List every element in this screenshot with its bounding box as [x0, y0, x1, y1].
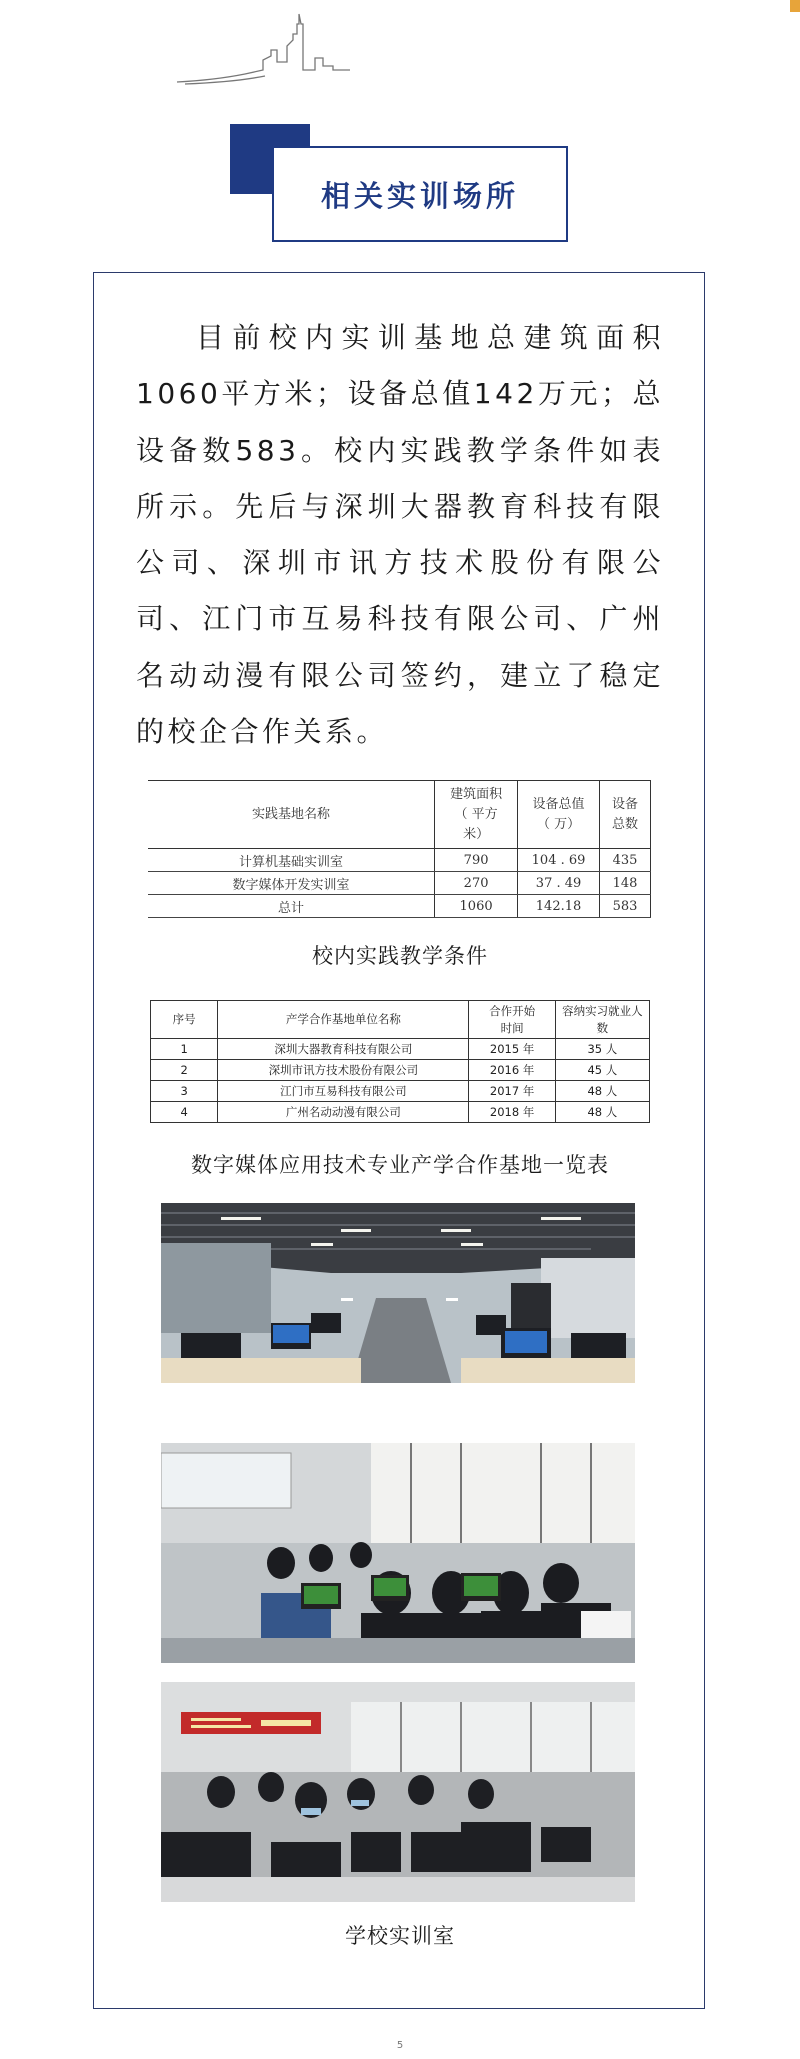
- table-cell: 2: [151, 1060, 218, 1081]
- table-cell: 1060: [435, 895, 518, 918]
- table-cell: 计算机基础实训室: [148, 849, 435, 872]
- table-cell: 142.18: [518, 895, 600, 918]
- table-cell: 总计: [148, 895, 435, 918]
- computer-lab-photo-1: [161, 1203, 635, 1383]
- table-row: [151, 1060, 650, 1081]
- intro-paragraph: 目前校内实训基地总建筑面积1060平方米；设备总值142万元；总设备数583。校内实践教学条件如表所示。先后与深圳大器教育科技有限公司、深圳市讯方技术股份有限公司、江门市互易科技有限公司、广州名动动漫有限公司签约，建立了稳定的校企合作关系。: [136, 321, 664, 749]
- table-cell: 3: [151, 1081, 218, 1102]
- cooperation-base-table: [150, 1000, 650, 1123]
- table-cell: 48 人: [555, 1102, 649, 1123]
- table-cell: 35 人: [555, 1039, 649, 1060]
- table-cell: 48 人: [555, 1081, 649, 1102]
- table-row: [148, 849, 651, 872]
- table-cell: 2015 年: [469, 1039, 555, 1060]
- column-header: 合作开始时间: [469, 1001, 555, 1039]
- table-cell: 4: [151, 1102, 218, 1123]
- heading-box: [272, 146, 568, 242]
- table-row: [148, 895, 651, 918]
- photos-caption: 学校实训室: [345, 1924, 455, 1948]
- table-cell: 深圳市讯方技术股份有限公司: [218, 1060, 469, 1081]
- table-cell: 148: [600, 872, 651, 895]
- practice-conditions-table: [148, 780, 651, 918]
- column-header: 序号: [151, 1001, 218, 1039]
- table-row: [148, 872, 651, 895]
- column-header: 实践基地名称: [148, 781, 435, 849]
- table-header-row: [151, 1001, 650, 1039]
- table-row: [151, 1102, 650, 1123]
- table-cell: 583: [600, 895, 651, 918]
- table-row: [151, 1039, 650, 1060]
- table-row: [151, 1081, 650, 1102]
- table-cell: 江门市互易科技有限公司: [218, 1081, 469, 1102]
- section-title: 相关实训场所: [320, 178, 519, 213]
- table-cell: 435: [600, 849, 651, 872]
- table-header-row: [148, 781, 651, 849]
- table-cell: 270: [435, 872, 518, 895]
- skyline-illustration: [175, 10, 355, 90]
- table-cell: 数字媒体开发实训室: [148, 872, 435, 895]
- table-cell: 广州名动动漫有限公司: [218, 1102, 469, 1123]
- table-cell: 深圳大器教育科技有限公司: [218, 1039, 469, 1060]
- column-header: 产学合作基地单位名称: [218, 1001, 469, 1039]
- column-header: 设备总值（ 万）: [518, 781, 600, 849]
- column-header: 建筑面积（ 平方米）: [435, 781, 518, 849]
- table-cell: 1: [151, 1039, 218, 1060]
- table2-caption: 数字媒体应用技术专业产学合作基地一览表: [191, 1153, 609, 1177]
- table-cell: 45 人: [555, 1060, 649, 1081]
- table-cell: 104 . 69: [518, 849, 600, 872]
- table-cell: 37 . 49: [518, 872, 600, 895]
- table1-caption: 校内实践教学条件: [312, 944, 488, 968]
- page-number: 5: [396, 2040, 404, 2051]
- computer-lab-photo-3: [161, 1682, 635, 1902]
- table-cell: 790: [435, 849, 518, 872]
- table-cell: 2018 年: [469, 1102, 555, 1123]
- section-heading: [230, 124, 570, 244]
- table-cell: 2017 年: [469, 1081, 555, 1102]
- column-header: 设备总数: [600, 781, 651, 849]
- computer-lab-photo-2: [161, 1443, 635, 1663]
- column-header: 容纳实习就业人数: [555, 1001, 649, 1039]
- corner-mark: [790, 0, 800, 12]
- table-cell: 2016 年: [469, 1060, 555, 1081]
